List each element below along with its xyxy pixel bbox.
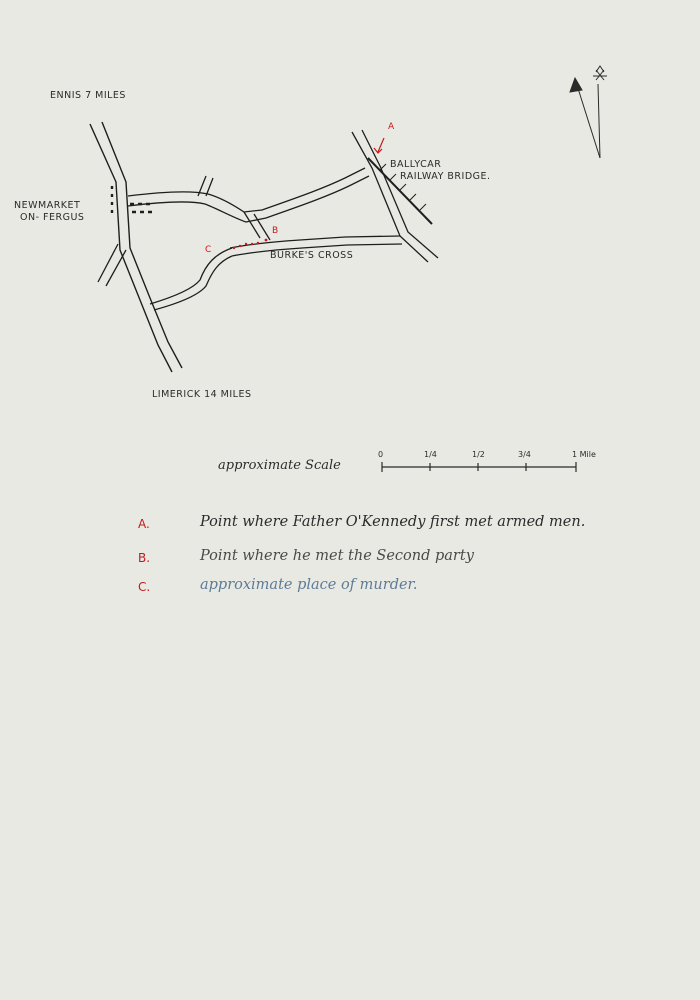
scale-tick-three-quarter: 3/4 (518, 450, 531, 459)
key-letter-a: A. (138, 517, 150, 531)
scale-bar (382, 462, 576, 472)
key-text-c: approximate place of murder. (200, 577, 418, 593)
map-marker-a: A (388, 122, 395, 132)
key-letter-b: B. (138, 551, 151, 565)
label-ballycar-line2: RAILWAY BRIDGE. (400, 171, 491, 182)
key-text-a: Point where Father O'Kennedy first met armed men. (200, 514, 586, 530)
road-burkes-southwest (150, 248, 232, 310)
road-newmarket-east (128, 168, 369, 222)
branch-road-west (98, 244, 126, 286)
map-marker-c: C (205, 245, 212, 255)
scale-tick-quarter: 1/4 (424, 450, 437, 459)
label-ennis: ENNIS 7 MILES (50, 90, 126, 101)
key-text-b: Point where he met the Second party (200, 548, 474, 564)
scale-label: approximate Scale (218, 458, 341, 473)
key-letter-c: C. (138, 580, 151, 594)
marker-a-arrow (374, 138, 384, 153)
main-road-ennis-limerick (90, 122, 182, 372)
label-burkes-cross: BURKE'S CROSS (270, 250, 354, 261)
scale-tick-one-mile: 1 Mile (572, 450, 596, 459)
north-arrow-icon (570, 66, 607, 158)
label-newmarket-line1: NEWMARKET (14, 200, 81, 211)
road-connector-burkes (244, 212, 270, 240)
label-newmarket-line2: ON- FERGUS (20, 212, 85, 223)
map-marker-b: B (272, 226, 279, 236)
scale-tick-0: 0 (378, 450, 384, 459)
road-ballycar (352, 130, 438, 262)
label-ballycar-line1: BALLYCAR (390, 159, 442, 170)
label-limerick: LIMERICK 14 MILES (152, 389, 252, 400)
scale-tick-half: 1/2 (472, 450, 485, 459)
